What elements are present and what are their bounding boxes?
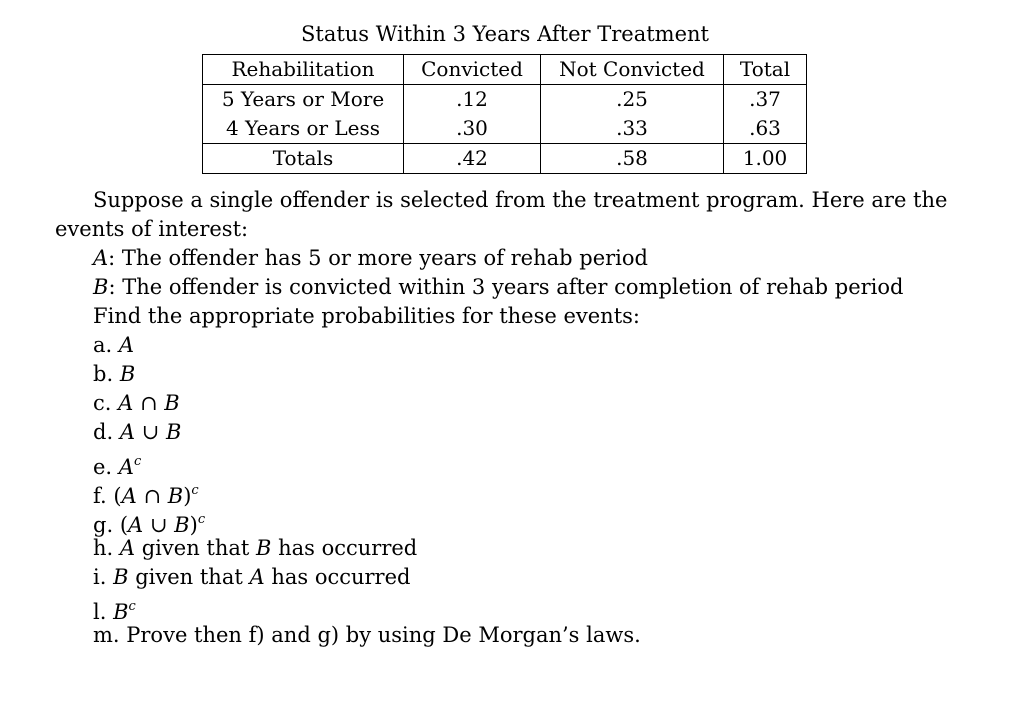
symbol-B: B (256, 536, 272, 560)
symbol-B: B (164, 391, 180, 415)
item-label: l. (93, 600, 107, 624)
table-row (203, 85, 807, 115)
symbol-A: A (249, 565, 265, 589)
item-l (93, 592, 975, 624)
intersection-symbol: ∩ (139, 391, 158, 415)
status-table (202, 54, 807, 174)
left-paren: ( (119, 513, 129, 537)
cell-value: .25 (541, 85, 724, 115)
cell-value: .37 (724, 85, 807, 115)
problem-text (55, 186, 975, 650)
right-paren: ) (189, 513, 198, 537)
symbol-B: B (113, 600, 129, 624)
union-symbol: ∪ (149, 513, 168, 537)
item-text: has occurred (264, 565, 411, 589)
cell-value: 1.00 (724, 144, 807, 174)
symbol-B: B (174, 513, 190, 537)
symbol-A: A (118, 455, 134, 479)
item-label: b. (93, 362, 114, 386)
item-label: d. (93, 420, 114, 444)
event-b-text: : The offender is convicted within 3 years after completion of rehab period (108, 275, 904, 299)
row-label: 5 Years or More (203, 85, 404, 115)
event-b-definition (93, 273, 975, 302)
symbol-A: A (93, 246, 109, 270)
item-text: given that (128, 565, 250, 589)
item-text: given that (135, 536, 256, 560)
table-title: Status Within 3 Years After Treatment (301, 22, 709, 46)
row-label: 4 Years or Less (203, 114, 404, 144)
cell-value: .58 (541, 144, 724, 174)
header-rehabilitation: Rehabilitation (203, 55, 404, 85)
item-i (93, 563, 975, 592)
complement-superscript: c (128, 599, 136, 614)
item-f (93, 476, 975, 508)
right-paren: ) (183, 484, 192, 508)
table-row (203, 114, 807, 144)
item-label: e. (93, 455, 113, 479)
item-b (93, 360, 975, 389)
item-h (93, 534, 975, 563)
cell-value: .63 (724, 114, 807, 144)
left-paren: ( (113, 484, 122, 508)
cell-value: .30 (404, 114, 541, 144)
item-label: c. (93, 391, 112, 415)
cell-value: .42 (404, 144, 541, 174)
intro-paragraph: Suppose a single offender is selected from the treatment program. Here are the events of interest: (55, 188, 948, 241)
item-e (93, 447, 975, 479)
totals-label: Totals (203, 144, 404, 174)
header-not-convicted: Not Convicted (541, 55, 724, 85)
symbol-A: A (128, 513, 144, 537)
item-a (93, 331, 975, 360)
complement-superscript: c (197, 512, 206, 527)
question-list (93, 244, 975, 650)
symbol-A: A (118, 333, 135, 357)
cell-value: .33 (541, 114, 724, 144)
symbol-B: B (113, 565, 129, 589)
symbol-B: B (165, 420, 182, 444)
event-a-text: : The offender has 5 or more years of rehab period (108, 246, 648, 270)
symbol-B: B (93, 275, 109, 299)
cell-value: .12 (404, 85, 541, 115)
item-c (93, 389, 975, 418)
symbol-B: B (119, 362, 136, 386)
complement-superscript: c (191, 483, 199, 498)
item-label: g. (93, 513, 114, 537)
complement-superscript: c (133, 454, 142, 469)
item-g (93, 505, 975, 537)
intersection-symbol: ∩ (143, 484, 162, 508)
symbol-A: A (119, 420, 135, 444)
symbol-B: B (167, 484, 184, 508)
item-label: f. (93, 484, 107, 508)
item-d (93, 418, 975, 447)
item-text: has occurred (271, 536, 418, 560)
symbol-A: A (118, 391, 134, 415)
table-header-row (203, 55, 807, 85)
header-total: Total (724, 55, 807, 85)
union-symbol: ∪ (141, 420, 160, 444)
event-a-definition (93, 244, 975, 273)
table-totals-row (203, 144, 807, 174)
find-instruction: Find the appropriate probabilities for these events: (93, 304, 640, 328)
item-label: a. (93, 333, 113, 357)
symbol-A: A (121, 484, 137, 508)
item-label: i. (93, 565, 107, 589)
header-convicted: Convicted (404, 55, 541, 85)
symbol-A: A (119, 536, 136, 560)
item-label: h. (93, 536, 114, 560)
item-m: m. Prove then f) and g) by using De Morgan’s laws. (93, 623, 641, 647)
